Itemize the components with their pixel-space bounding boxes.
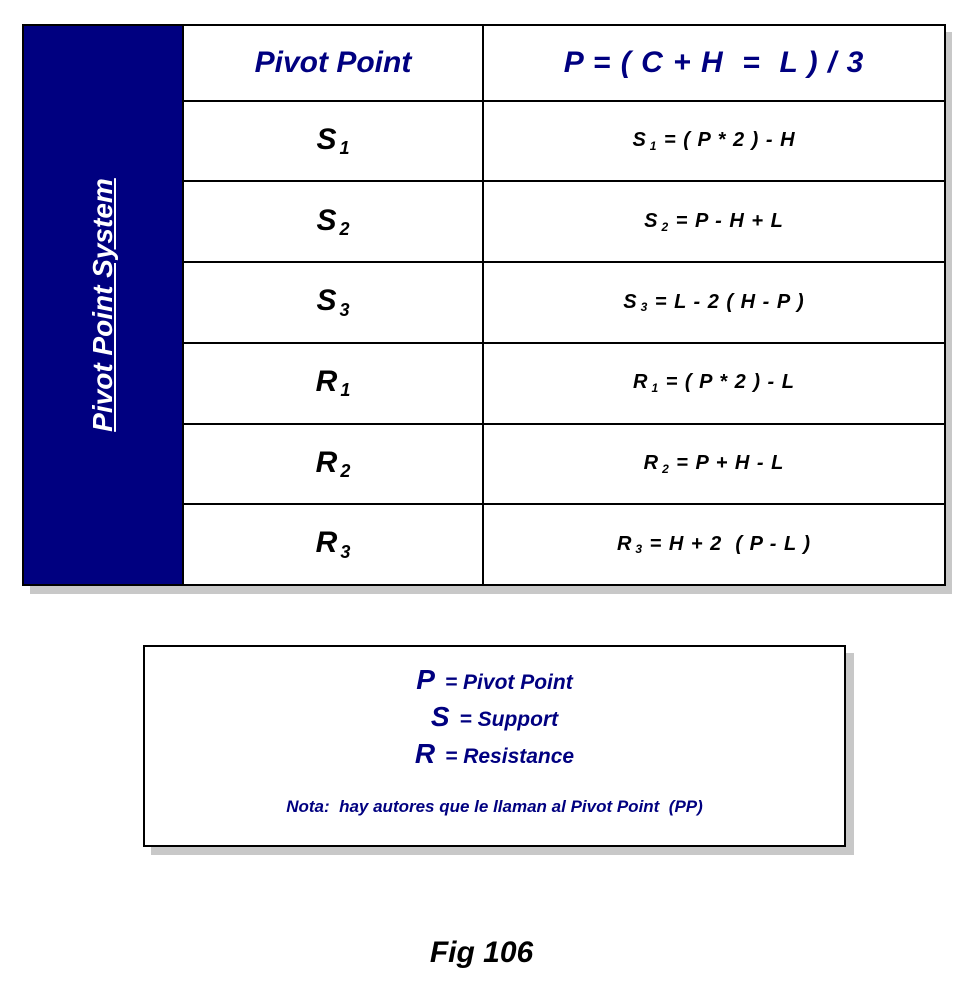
level-letter: R [315, 526, 338, 560]
level-name-r1 [183, 343, 483, 424]
legend-symbol: P [416, 664, 435, 695]
level-letter: R [315, 364, 338, 398]
formula-index: 2 [662, 461, 670, 476]
formula-rest: = ( P * 2 ) - L [659, 371, 795, 394]
formula-r1 [483, 343, 945, 424]
level-name-s2 [183, 181, 483, 262]
header-pivot-formula: P = ( C + H = L ) / 3 [483, 25, 945, 101]
table-header-row [23, 25, 945, 101]
level-name-r3 [183, 504, 483, 585]
side-label-cell [23, 25, 183, 585]
level-index: 1 [339, 138, 350, 159]
formula-rest: = P - H + L [669, 209, 784, 232]
formula-r2 [483, 424, 945, 505]
formula-rest: = ( P * 2 ) - H [657, 129, 796, 152]
formula-rest: = P + H - L [669, 452, 785, 475]
formula-index: 2 [661, 219, 670, 234]
formula-letter: S [644, 209, 659, 232]
level-letter: R [315, 445, 338, 479]
formula-letter: S [623, 290, 638, 313]
level-index: 2 [340, 461, 351, 482]
pivot-point-table [22, 24, 946, 586]
formula-s2 [483, 181, 945, 262]
level-index: 1 [340, 380, 351, 401]
formula-letter: S [632, 129, 647, 152]
formula-index: 3 [640, 300, 649, 315]
level-letter: S [316, 122, 337, 156]
legend-definition: = Resistance [445, 745, 575, 768]
legend-item [145, 661, 844, 698]
level-index: 3 [340, 541, 351, 562]
legend-symbol: S [430, 701, 450, 732]
formula-s3 [483, 262, 945, 343]
level-letter: S [316, 203, 337, 237]
level-letter: S [316, 284, 337, 318]
legend-item [145, 735, 844, 772]
legend-symbol: R [414, 738, 436, 769]
formula-rest: = L - 2 ( H - P ) [648, 290, 805, 313]
formula-letter: R [616, 532, 633, 555]
figure-caption: Fig 106 [429, 936, 534, 969]
header-pivot-point: Pivot Point [183, 25, 483, 101]
level-index: 3 [339, 299, 350, 320]
formula-r3 [483, 504, 945, 585]
legend-list [145, 661, 844, 772]
formula-index: 1 [649, 138, 658, 153]
legend-definition: = Support [459, 708, 559, 731]
formula-letter: R [633, 371, 649, 394]
formula-s1 [483, 101, 945, 182]
legend-note: Nota: hay autores que le llaman al Pivot Point (PP) [286, 797, 703, 816]
legend-definition: = Pivot Point [444, 671, 573, 694]
level-index: 2 [339, 218, 350, 239]
formula-index: 1 [651, 380, 660, 395]
level-name-r2 [183, 424, 483, 505]
legend-item [145, 698, 844, 735]
formula-letter: R [643, 452, 660, 475]
formula-index: 3 [635, 542, 644, 557]
side-label: Pivot Point System [87, 178, 118, 432]
level-name-s3 [183, 262, 483, 343]
legend-box [143, 645, 846, 847]
pivot-point-table-container [22, 24, 944, 586]
formula-rest: = H + 2 ( P - L ) [643, 532, 812, 555]
level-name-s1 [183, 101, 483, 182]
